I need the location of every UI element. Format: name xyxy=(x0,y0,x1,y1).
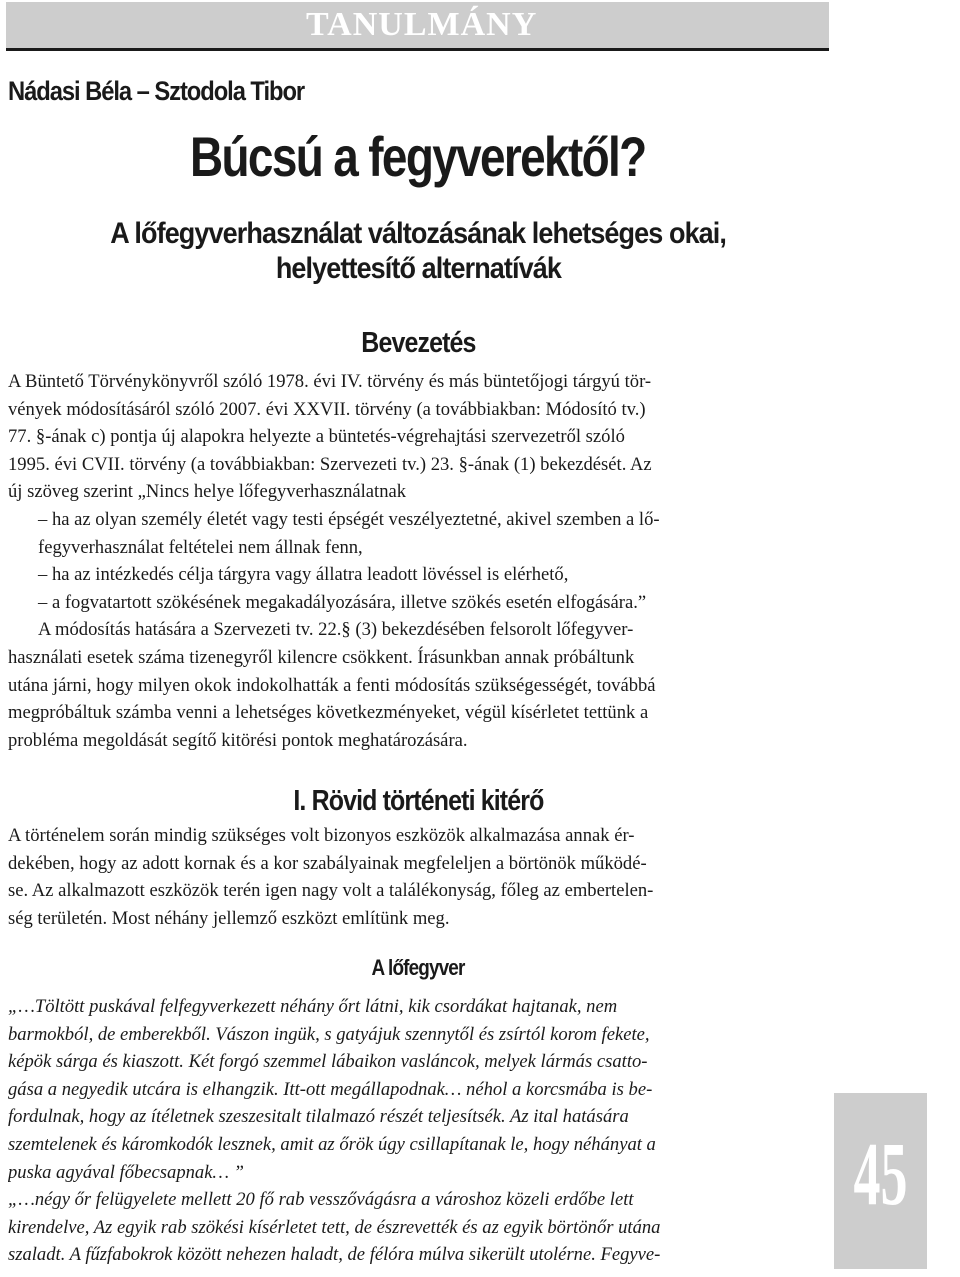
quote-paragraph xyxy=(8,993,828,1269)
page-number-box xyxy=(834,1093,927,1269)
subtitle-line-1: A lőfegyverhasználat változásának lehetséges okai, xyxy=(110,217,726,250)
text-line: – ha az intézkedés célja tárgyra vagy állatra leadott lövéssel is elérhető, xyxy=(38,564,569,586)
text-line: 1995. évi CVII. törvény (a továbbiakban: Szervezeti tv.) 23. §-ának (1) bekezdését. Az xyxy=(8,453,652,475)
text-line: 77. §-ának c) pontja új alapokra helyezte a büntetés-végrehajtási szervezetről szóló xyxy=(8,426,625,448)
text-line: „…Töltött puskával felfegyverkezett néhány őrt látni, kik csordákat hajtanak, nem xyxy=(8,996,618,1017)
article-title xyxy=(0,124,836,189)
weapon-heading-text: A lőfegyver xyxy=(371,955,465,980)
text-line: – a fogvatartott szökésének megakadályozására, illetve szökés esetén elfogására.” xyxy=(38,591,647,613)
history-heading-text: I. Rövid történeti kitérő xyxy=(292,785,544,817)
intro-heading-text: Bevezetés xyxy=(360,327,476,359)
text-line: A módosítás hatására a Szervezeti tv. 22.§ (3) bekezdésében felsorolt lőfegyver- xyxy=(38,619,634,641)
text-line: szemtelenek és káromkodók lesznek, amit az őrök úgy csillapítanak le, hogy néhányat a xyxy=(8,1133,656,1155)
text-line: vények módosításáról szóló 2007. évi XXVII. törvény (a továbbiakban: Módosító tv.) xyxy=(8,398,646,420)
text-line: puska agyával főbecsapnak… ” xyxy=(8,1161,244,1183)
text-line: barmokból, de emberekből. Vászon ingük, s gatyájuk szennytől és zsírtól korom fekete, xyxy=(8,1023,650,1045)
page-number: 45 xyxy=(853,1125,908,1224)
text-line: dekében, hogy az adott kornak és a kor szabályainak megfeleljen a börtönök működé- xyxy=(8,852,647,874)
text-line: gása a negyedik utcára is elhangzik. Itt-ott megállapodnak… néhol a korcsmába is be- xyxy=(8,1078,653,1100)
text-line: megpróbáltuk számba venni a lehetséges következményeket, végül kísérletet tettünk a xyxy=(8,702,649,724)
intro-paragraph xyxy=(8,368,828,754)
text-line: se. Az alkalmazott eszközök terén igen nagy volt a találékonyság, főleg az embertelen- xyxy=(8,880,654,902)
text-line: szaladt. A fűzfabokrok között nehezen haladt, de félóra múlva sikerült utolérne. Fegyve- xyxy=(8,1244,661,1266)
text-line: fegyverhasználat feltételei nem állnak fenn, xyxy=(38,536,363,558)
history-heading xyxy=(0,785,836,818)
text-line: új szöveg szerint „Nincs helye lőfegyverhasználatnak xyxy=(8,481,407,503)
text-line: utána járni, hogy milyen okok indokolhatták a fenti módosítás szükségességét, továbbá xyxy=(8,674,656,696)
text-line: probléma megoldását segítő kitörési pontok meghatározására. xyxy=(8,729,468,751)
subtitle-line-2: helyettesítő alternatívák xyxy=(275,252,561,285)
article-title-text: Búcsú a fegyverektől? xyxy=(190,125,646,188)
text-line: kirendelve, Az egyik rab szökési kísérletet tett, de észrevették és az egyik börtönőr utána xyxy=(8,1216,661,1238)
article-subtitle xyxy=(0,216,836,286)
text-line: ség területén. Most néhány jellemző eszközt említünk meg. xyxy=(8,907,450,929)
text-line: A Büntető Törvénykönyvről szóló 1978. évi IV. törvény és más büntetőjogi tárgyú tör- xyxy=(8,371,652,392)
intro-heading xyxy=(0,327,836,360)
text-line: fordulnak, hogy az ítéletnek szeszesitalt tilalmazó részét teljesítsék. Az ital hatására xyxy=(8,1106,629,1128)
section-label: TANULMÁNY xyxy=(306,6,538,43)
text-line: használati esetek száma tizenegyről kilencre csökkent. Írásunkban annak próbáltunk xyxy=(8,646,635,668)
text-line: képök sárga és kiaszott. Két forgó szemmel lábaikon vasláncok, melyek lármás csatto- xyxy=(8,1051,648,1073)
history-paragraph xyxy=(8,822,828,932)
text-line: – ha az olyan személy életét vagy testi épségét veszélyeztetné, akivel szemben a lő- xyxy=(38,508,660,530)
article-authors: Nádasi Béla – Sztodola Tibor xyxy=(8,76,305,106)
weapon-heading xyxy=(0,955,836,981)
text-line: A történelem során mindig szükséges volt bizonyos eszközök alkalmazása annak ér- xyxy=(8,825,635,846)
text-line: „…négy őr felügyelete mellett 20 fő rab vesszővágásra a városhoz közeli erdőbe lett xyxy=(8,1189,634,1211)
section-header-band xyxy=(6,2,829,51)
